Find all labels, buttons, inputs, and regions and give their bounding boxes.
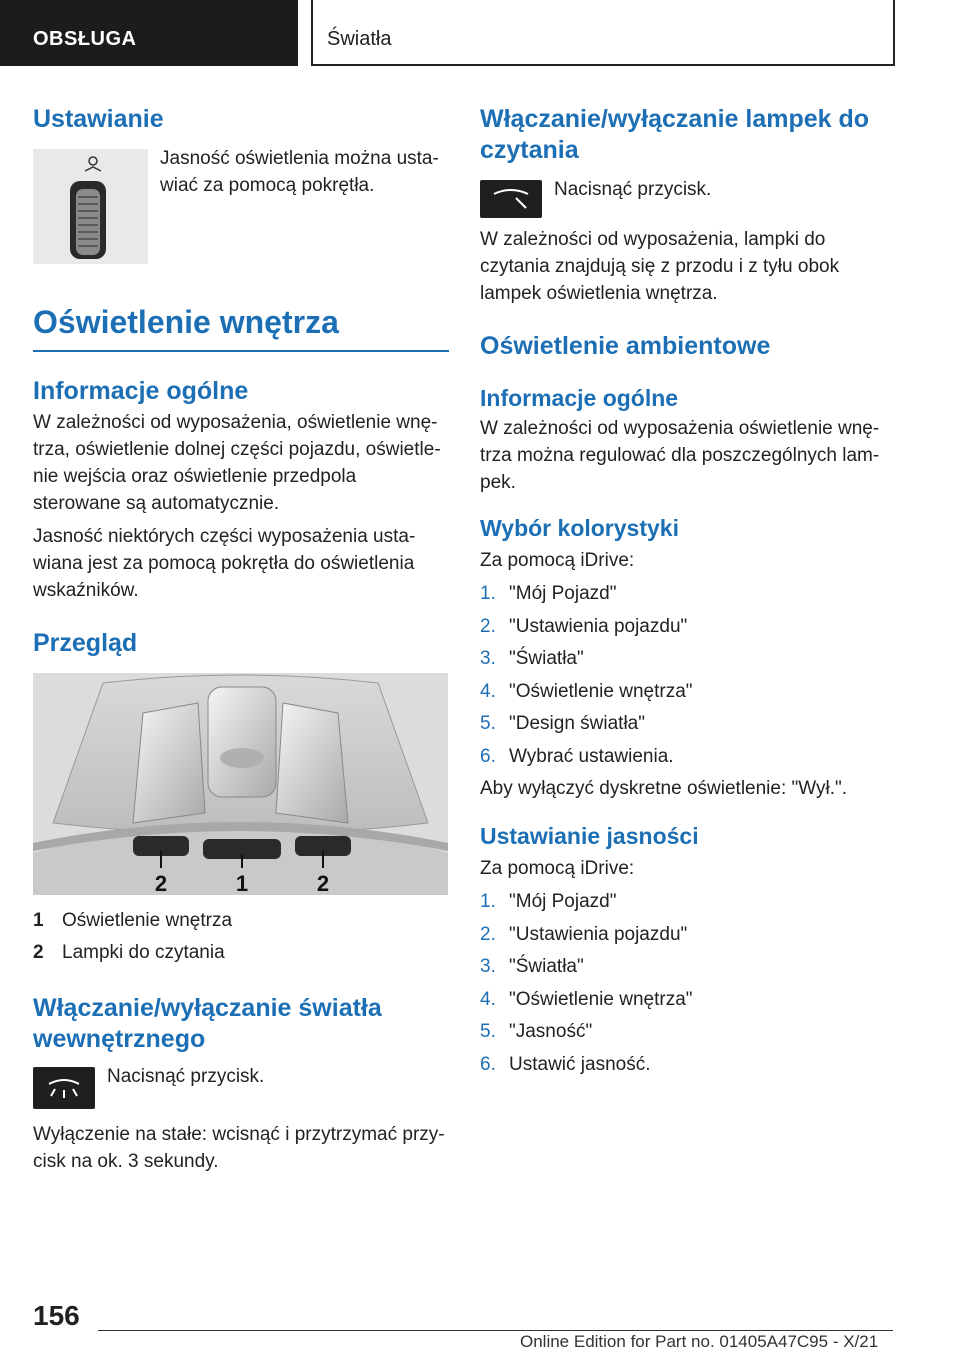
ambient-info-heading: Informacje ogólne xyxy=(480,385,679,411)
header-section-tab xyxy=(0,0,298,66)
reading-light-button-row xyxy=(480,180,896,218)
ambient-info-paragraph: W zależności od wyposażenia oświetlenie wnętrza można regulować dla poszczególnych lampek. xyxy=(480,418,880,493)
callout-label: 2 xyxy=(316,871,330,895)
overview-image xyxy=(33,673,448,895)
list-item: 6. Wybrać ustawienia. xyxy=(480,745,674,767)
overview-legend xyxy=(33,905,449,969)
list-item: 2. "Ustawienia pojazdu" xyxy=(480,615,688,637)
callout-label: 2 xyxy=(154,871,168,895)
header-chapter-tab xyxy=(311,0,895,66)
header-section-label: OBSŁUGA xyxy=(33,28,137,50)
legend-item: 2 Lampki do czytania xyxy=(33,942,225,963)
kolorystyka-note: Aby wyłączyć dyskretne oświetlenie: "Wył.". xyxy=(480,778,848,799)
header-chapter-label: Światła xyxy=(327,28,392,50)
informacje-paragraph-1: W zależności od wyposażenia, oświetlenie wnętrza, oświetlenie dolnej części pojazdu, oświetlenie wejścia oraz oświetlenie przedpola sterowane są automatycznie. xyxy=(33,412,441,514)
ambient-heading: Oświetlenie ambientowe xyxy=(480,332,771,360)
interior-light-button-icon xyxy=(33,1067,95,1109)
jasnosc-heading: Ustawianie jasności xyxy=(480,823,699,849)
kolorystyka-steps xyxy=(480,578,896,773)
ustawianie-text: Jasność oświetlenia można ustawiać za pomocą pokrętła. xyxy=(160,148,439,196)
informacje-ogolne-heading: Informacje ogólne xyxy=(33,377,249,405)
right-column xyxy=(480,100,896,1081)
footer-edition: Online Edition for Part no. 01405A47C95 - X/21 xyxy=(520,1332,879,1351)
oswietlenie-wnetrza-heading: Oświetlenie wnętrza xyxy=(33,304,339,340)
list-item: 2. "Ustawienia pojazdu" xyxy=(480,923,688,945)
left-column xyxy=(33,100,449,1175)
wlaczanie-paragraph: Wyłączenie na stałe: wcisnąć i przytrzymać przycisk na ok. 3 sekundy. xyxy=(33,1124,445,1172)
list-item: 3. "Światła" xyxy=(480,648,584,669)
reading-light-button-icon xyxy=(480,180,542,218)
thumbwheel-icon xyxy=(33,149,148,264)
przeglad-heading: Przegląd xyxy=(33,629,138,657)
ustawianie-block xyxy=(33,149,449,264)
wlaczanie-swiatla-heading: Włączanie/wyłączanie światła wewnętrznego xyxy=(33,994,382,1053)
list-item: 5. "Design światła" xyxy=(480,713,645,734)
list-item: 4. "Oświetlenie wnętrza" xyxy=(480,680,693,702)
list-item: 3. "Światła" xyxy=(480,956,584,977)
reading-light-button-text: Nacisnąć przycisk. xyxy=(554,179,712,200)
kolorystyka-intro: Za pomocą iDrive: xyxy=(480,550,635,571)
thumbwheel-image xyxy=(33,149,148,264)
lampki-heading: Włączanie/wyłączanie lampek do czytania xyxy=(480,105,870,164)
heading-rule xyxy=(33,350,449,352)
jasnosc-intro: Za pomocą iDrive: xyxy=(480,858,635,879)
lampki-paragraph: W zależności od wyposażenia, lampki do czytania znajdują się z przodu i z tyłu obok lampek oświetlenia wnętrza. xyxy=(480,229,840,304)
overhead-console-illustration xyxy=(33,673,448,895)
jasnosc-steps xyxy=(480,886,896,1081)
kolorystyka-heading: Wybór kolorystyki xyxy=(480,515,679,541)
footer-rule xyxy=(98,1330,893,1331)
page-number: 156 xyxy=(33,1300,80,1331)
legend-item: 1 Oświetlenie wnętrza xyxy=(33,910,233,931)
list-item: 1. "Mój Pojazd" xyxy=(480,891,617,912)
ustawianie-heading: Ustawianie xyxy=(33,105,164,133)
list-item: 1. "Mój Pojazd" xyxy=(480,583,617,604)
informacje-paragraph-2: Jasność niektórych części wyposażenia ustawiana jest za pomocą pokrętła do oświetlenia wskaźników. xyxy=(33,526,416,601)
list-item: 5. "Jasność" xyxy=(480,1021,593,1042)
interior-light-button-row xyxy=(33,1067,449,1109)
interior-light-button-text: Nacisnąć przycisk. xyxy=(107,1066,265,1087)
list-item: 4. "Oświetlenie wnętrza" xyxy=(480,988,693,1010)
callout-label: 1 xyxy=(235,871,249,895)
list-item: 6. Ustawić jasność. xyxy=(480,1053,651,1075)
